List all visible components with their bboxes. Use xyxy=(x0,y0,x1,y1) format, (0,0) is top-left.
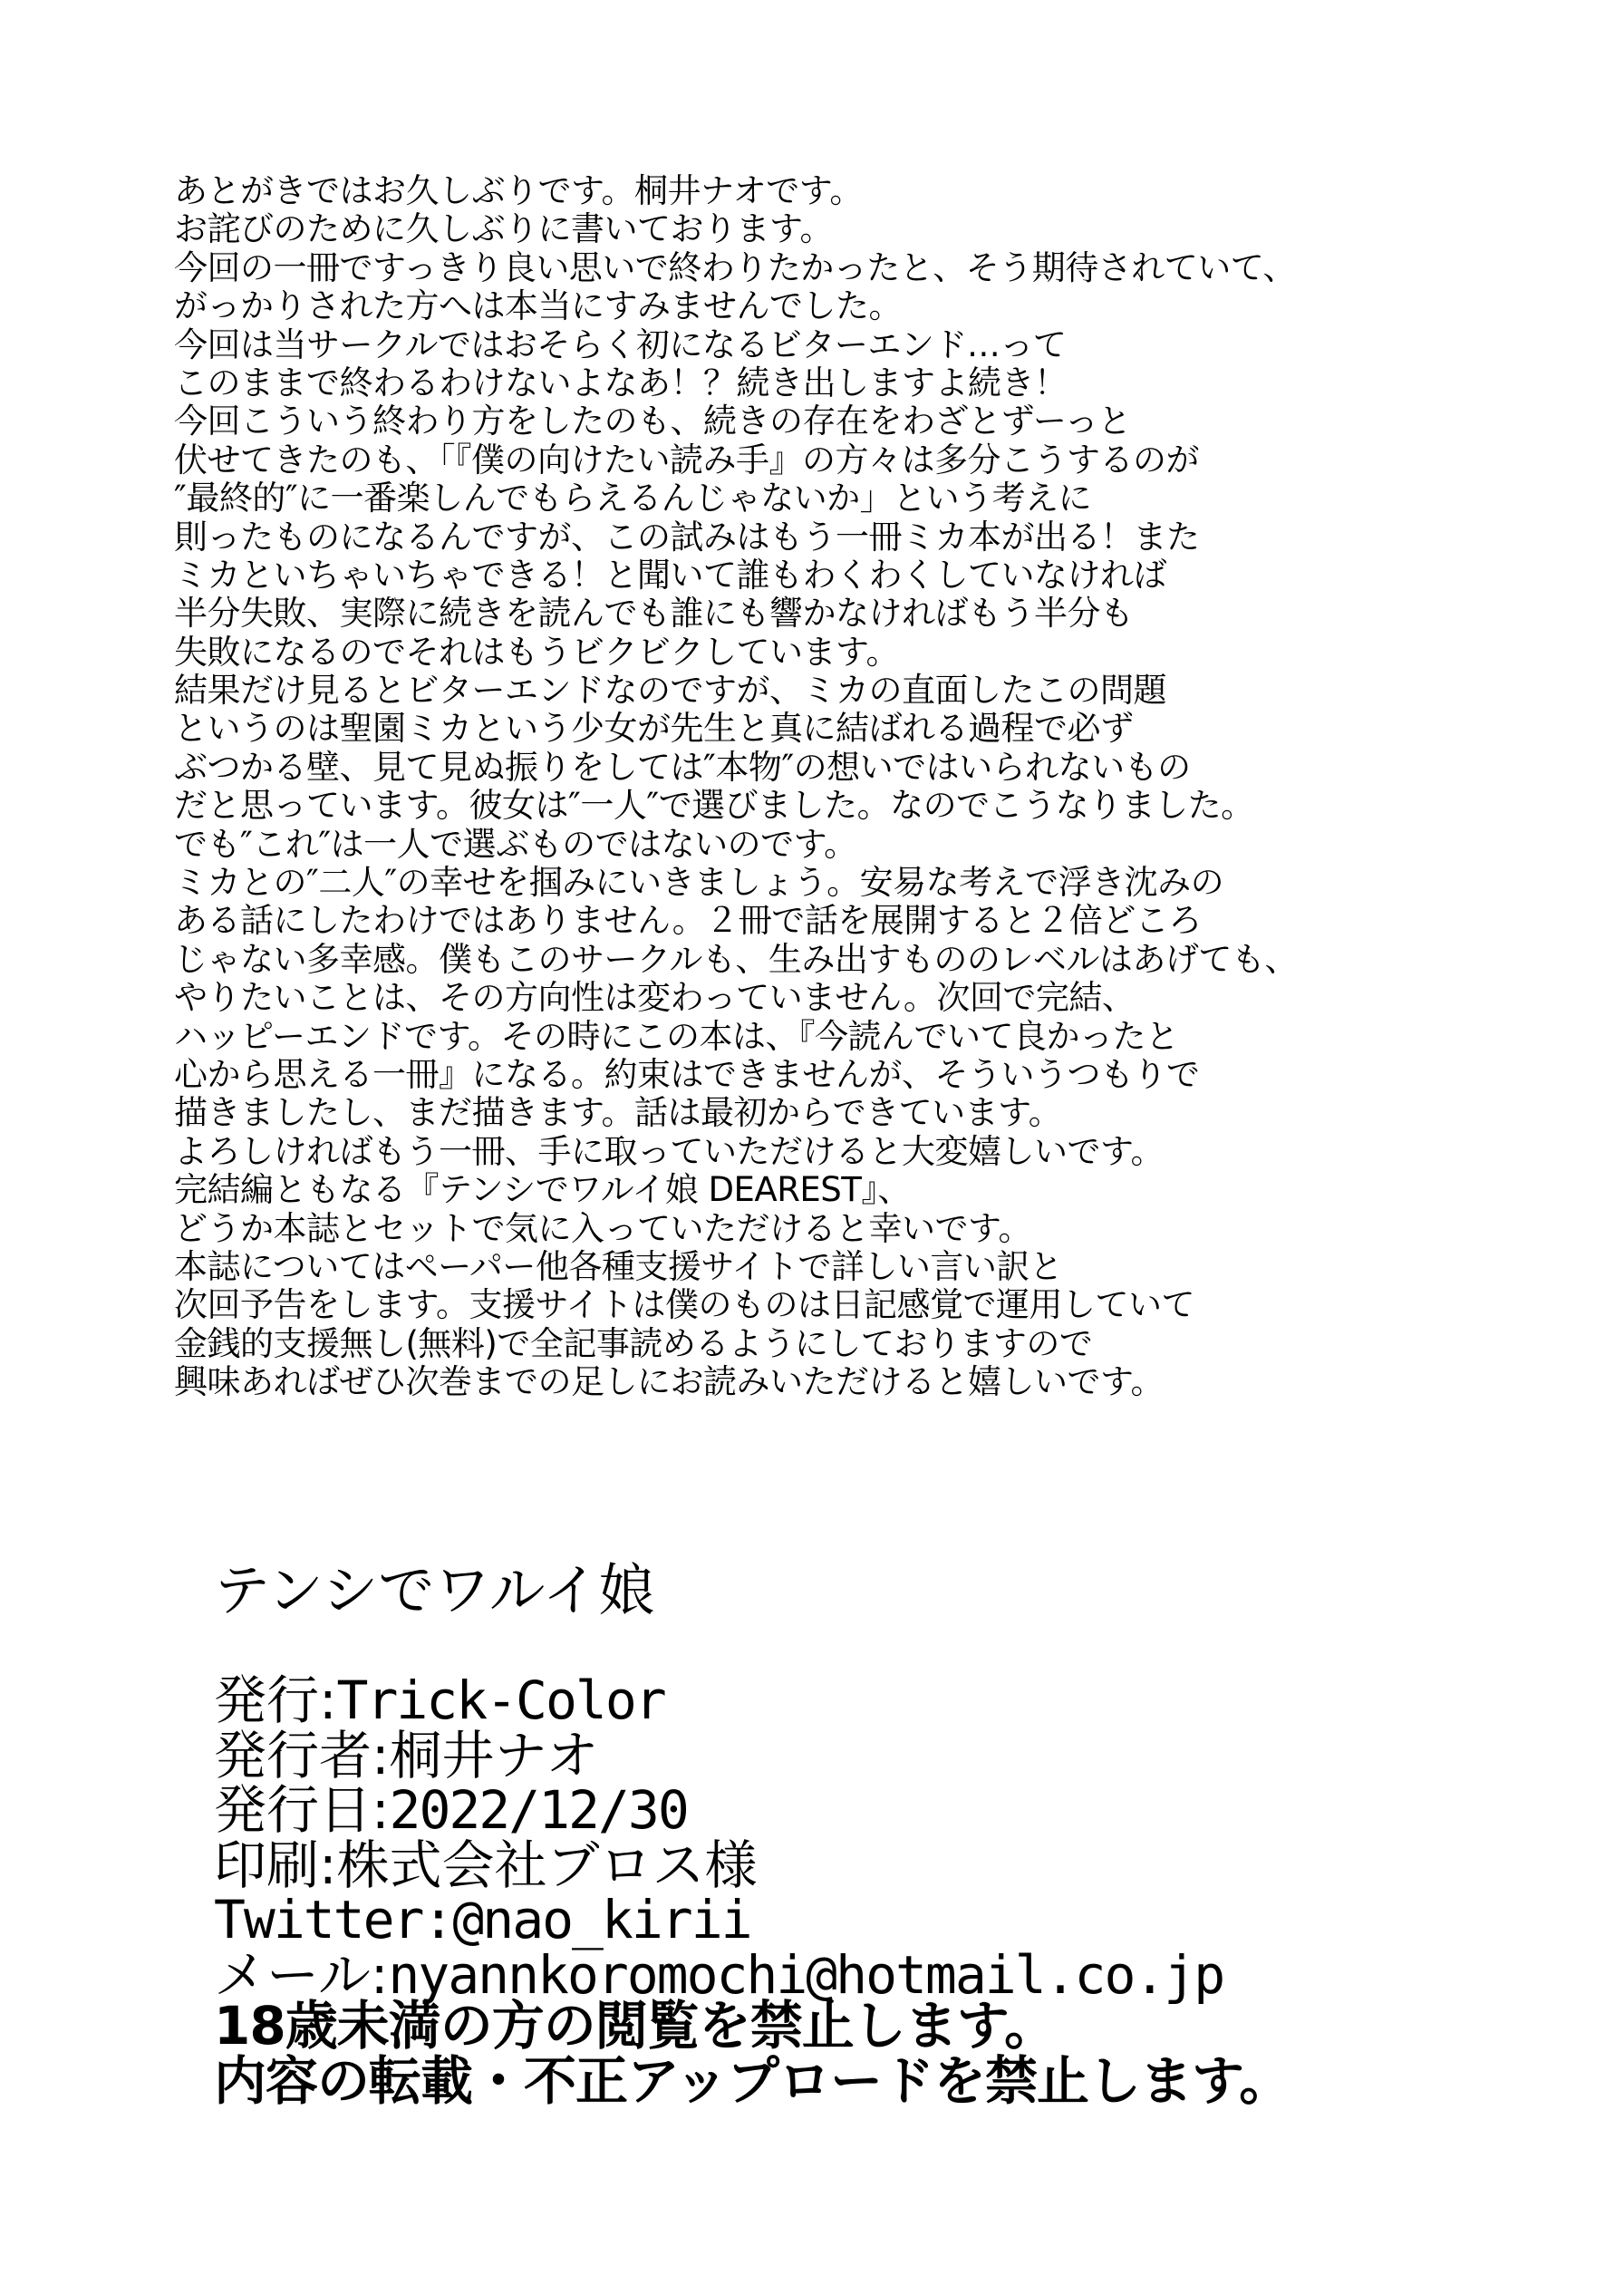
afterword-line: 今回こういう終わり方をしたのも、続きの存在をわざとずーっと xyxy=(174,402,1131,441)
afterword-text xyxy=(174,172,1515,1402)
author-value: 桐井ナオ xyxy=(389,1724,599,1786)
afterword-line: このままで終わるわけないよなあ！？続き出しますよ続き！ xyxy=(174,363,1068,402)
afterword-line: 今回の一冊ですっきり良い思いで終わりたかったと、そう期待されていて、 xyxy=(174,247,1297,287)
afterword-line: ある話にしたわけではありません。２冊で話を展開すると２倍どころ xyxy=(174,901,1202,941)
afterword-line: あとがきではお久しぶりです。桐井ナオです。 xyxy=(174,171,863,210)
afterword-line: 失敗になるのでそれはもうビクビクしています。 xyxy=(174,632,900,672)
mail-address: nyannkoromochi@hotmail.co.jp xyxy=(388,1943,1224,2006)
author-label: 発行者: xyxy=(214,1724,390,1786)
afterword-line: 結果だけ見るとビターエンドなのですが、ミカの直面したこの問題 xyxy=(174,671,1166,711)
date-label: 発行日: xyxy=(214,1779,390,1841)
afterword-line: 則ったものになるんですが、この試みはもう一冊ミカ本が出る！また xyxy=(174,517,1200,557)
notices xyxy=(214,1995,1291,2112)
afterword-line: 今回は当サークルではおそらく初になるビターエンド…って xyxy=(174,324,1067,364)
afterword-line: 興味あればぜひ次巻までの足しにお読みいただけると嬉しいです。 xyxy=(174,1362,1165,1402)
colophon xyxy=(214,1670,1224,2006)
afterword-line: じゃない多幸感。僕もこのサークルも、生み出すもののレベルはあげても、 xyxy=(174,939,1298,979)
afterword-line: でも″これ″は一人で選ぶものではないのです。 xyxy=(174,824,857,864)
afterword-line: 本誌についてはペーパー他各種支援サイトで詳しい言い訳と xyxy=(174,1246,1063,1286)
colophon-publisher xyxy=(214,1670,1223,1731)
afterword-line: ぶつかる壁、見て見ぬ振りをしては″本物″の想いではいられないもの xyxy=(174,747,1191,787)
printer-label: 印刷: xyxy=(214,1834,337,1896)
afterword-line: ミカといちゃいちゃできる！と聞いて誰もわくわくしていなければ xyxy=(174,555,1166,595)
colophon-printer xyxy=(214,1834,1223,1896)
afterword-line: 描きましたし、まだ描きます。話は最初からできています。 xyxy=(174,1093,1062,1133)
afterword-line: 完結編ともなる『テンシでワルイ娘 DEAREST』、 xyxy=(174,1170,911,1210)
no-reproduction-notice: 内容の転載・不正アップロードを禁止します。 xyxy=(214,2050,1291,2112)
afterword-line: やりたいことは、その方向性は変わっていません。次回で完結、 xyxy=(174,978,1136,1018)
mail-label: メール: xyxy=(214,1943,389,2006)
afterword-line: お詫びのために久しぶりに書いております。 xyxy=(174,209,834,249)
twitter-label: Twitter: xyxy=(214,1889,453,1950)
twitter-handle: @nao_kirii xyxy=(452,1889,751,1950)
afterword-line: どうか本誌とセットで気に入っていただけると幸いです。 xyxy=(174,1208,1032,1248)
afterword-line: ミカとの″二人″の幸せを掴みにいきましょう。安易な考えで浮き沈みの xyxy=(174,863,1224,903)
afterword-line: よろしければもう一冊、手に取っていただけると大変嬉しいです。 xyxy=(174,1131,1165,1171)
publisher-value: Trick-Color xyxy=(336,1670,665,1731)
colophon-twitter xyxy=(214,1889,1223,1950)
colophon-author xyxy=(214,1724,1223,1786)
afterword-line: ″最終的″に一番楽しんでもらえるんじゃないか」という考えに xyxy=(174,479,1092,518)
afterword-line: 半分失敗、実際に続きを読んでも誰にも響かなければもう半分も xyxy=(174,594,1134,634)
afterword-line: 伏せてきたのも、「『僕の向けたい読み手』の方々は多分こうするのが xyxy=(174,440,1199,479)
afterword-line: ハッピーエンドです。その時にこの本は、『今読んでいて良かったと xyxy=(174,1016,1179,1056)
afterword-line: がっかりされた方へは本当にすみませんでした。 xyxy=(174,286,902,326)
afterword-line: というのは聖園ミカという少女が先生と真に結ばれる過程で必ず xyxy=(174,709,1134,749)
afterword-line: 次回予告をします。支援サイトは僕のものは日記感覚で運用していて xyxy=(174,1285,1194,1325)
afterword-line: だと思っています。彼女は″一人″で選びました。なのでこうなりました。 xyxy=(174,786,1254,826)
publisher-label: 発行: xyxy=(214,1670,337,1731)
colophon-mail xyxy=(214,1943,1224,2006)
afterword-line: 金銭的支援無し(無料)で全記事読めるようにしておりますので xyxy=(174,1323,1093,1363)
age-restriction-notice: 18歳未満の方の閲覧を禁止します。 xyxy=(214,1995,1057,2057)
printer-value: 株式会社ブロス様 xyxy=(336,1834,758,1896)
book-title: テンシでワルイ娘 xyxy=(214,1557,655,1623)
date-value: 2022/12/30 xyxy=(389,1779,688,1841)
afterword-line: 心から思える一冊』になる。約束はできませんが、そういうつもりで xyxy=(174,1054,1200,1094)
colophon-date xyxy=(214,1779,1223,1841)
